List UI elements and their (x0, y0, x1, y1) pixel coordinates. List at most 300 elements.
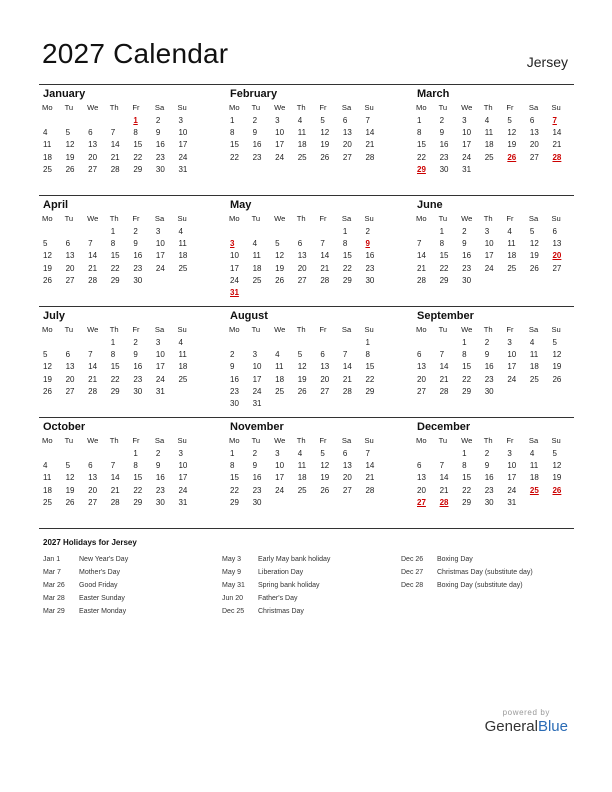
day-cell[interactable]: 27 (88, 497, 98, 507)
day-cell[interactable]: 13 (320, 362, 330, 372)
day-cell[interactable]: 9 (155, 128, 161, 138)
day-cell[interactable]: 4 (178, 338, 183, 347)
day-cell[interactable]: 17 (178, 473, 188, 483)
day-cell[interactable]: 9 (155, 461, 161, 471)
day-cell[interactable]: 20 (88, 485, 98, 495)
day-cell[interactable]: 11 (529, 461, 539, 471)
day-cell[interactable]: 17 (507, 473, 517, 483)
day-cell[interactable]: 15 (133, 473, 143, 483)
day-cell[interactable]: 29 (462, 497, 472, 507)
day-cell[interactable]: 24 (507, 485, 517, 495)
day-cell[interactable]: 16 (155, 473, 165, 483)
day-cell[interactable]: 6 (320, 350, 325, 360)
day-cell[interactable]: 5 (552, 338, 557, 347)
day-cell[interactable]: 14 (365, 461, 375, 471)
day-cell[interactable]: 5 (529, 227, 535, 236)
day-cell[interactable]: 8 (462, 350, 467, 360)
day-cell[interactable]: 3 (155, 338, 161, 347)
day-cell[interactable]: 27 (320, 386, 330, 396)
day-cell[interactable]: 1 (462, 338, 467, 347)
day-cell[interactable]: 13 (552, 239, 562, 249)
day-cell[interactable]: 8 (230, 128, 235, 138)
day-cell[interactable]: 28 (88, 386, 98, 396)
day-cell[interactable]: 6 (342, 449, 348, 458)
day-cell[interactable]: 3 (484, 227, 490, 236)
day-cell[interactable]: 23 (484, 374, 494, 384)
day-cell[interactable]: 11 (43, 473, 52, 483)
day-cell[interactable]: 28 (320, 275, 330, 285)
day-cell[interactable]: 2 (252, 116, 258, 125)
day-cell[interactable]: 21 (439, 374, 449, 384)
day-cell[interactable]: 3 (275, 449, 280, 458)
day-cell[interactable]: 12 (65, 473, 75, 483)
day-cell[interactable]: 9 (252, 128, 258, 138)
day-cell[interactable]: 7 (365, 449, 370, 458)
day-cell[interactable]: 4 (297, 449, 303, 458)
day-cell[interactable]: 5 (43, 239, 48, 249)
day-cell[interactable]: 10 (230, 251, 239, 261)
day-cell[interactable]: 2 (484, 338, 490, 347)
day-cell[interactable]: 20 (529, 140, 539, 150)
day-cell[interactable]: 8 (417, 128, 422, 138)
holiday-day-cell[interactable]: 7 (552, 116, 557, 125)
day-cell[interactable]: 13 (297, 251, 307, 261)
day-cell[interactable]: 10 (507, 461, 517, 471)
day-cell[interactable]: 28 (342, 386, 352, 396)
day-cell[interactable]: 8 (230, 461, 235, 471)
day-cell[interactable]: 2 (230, 350, 235, 360)
day-cell[interactable]: 18 (484, 140, 494, 150)
day-cell[interactable]: 16 (462, 251, 472, 261)
day-cell[interactable]: 23 (230, 386, 239, 396)
day-cell[interactable]: 4 (507, 227, 512, 236)
day-cell[interactable]: 26 (320, 152, 330, 162)
day-cell[interactable]: 25 (43, 497, 52, 507)
day-cell[interactable]: 7 (365, 116, 370, 125)
day-cell[interactable]: 10 (155, 350, 165, 360)
holiday-day-cell[interactable]: 27 (417, 497, 426, 507)
day-cell[interactable]: 31 (178, 497, 188, 507)
day-cell[interactable]: 13 (529, 128, 539, 138)
day-cell[interactable]: 27 (342, 485, 352, 495)
day-cell[interactable]: 4 (529, 338, 535, 347)
day-cell[interactable]: 9 (439, 128, 445, 138)
day-cell[interactable]: 16 (365, 251, 375, 261)
day-cell[interactable]: 26 (552, 374, 562, 384)
day-cell[interactable]: 25 (43, 164, 52, 174)
day-cell[interactable]: 6 (297, 239, 303, 249)
day-cell[interactable]: 27 (65, 386, 75, 396)
day-cell[interactable]: 1 (439, 227, 445, 236)
day-cell[interactable]: 26 (65, 164, 75, 174)
holiday-day-cell[interactable]: 25 (529, 485, 539, 495)
day-cell[interactable]: 13 (88, 140, 98, 150)
day-cell[interactable]: 29 (439, 275, 449, 285)
day-cell[interactable]: 3 (178, 449, 183, 458)
day-cell[interactable]: 12 (43, 362, 52, 372)
day-cell[interactable]: 29 (462, 386, 472, 396)
day-cell[interactable]: 28 (365, 485, 375, 495)
day-cell[interactable]: 18 (529, 362, 539, 372)
day-cell[interactable]: 2 (252, 449, 258, 458)
day-cell[interactable]: 3 (462, 116, 467, 125)
day-cell[interactable]: 24 (462, 152, 472, 162)
day-cell[interactable]: 16 (155, 140, 165, 150)
holiday-day-cell[interactable]: 26 (507, 152, 517, 162)
day-cell[interactable]: 8 (462, 461, 467, 471)
day-cell[interactable]: 26 (297, 386, 307, 396)
day-cell[interactable]: 13 (342, 461, 352, 471)
day-cell[interactable]: 11 (507, 239, 516, 249)
day-cell[interactable]: 17 (178, 140, 188, 150)
day-cell[interactable]: 23 (252, 152, 262, 162)
day-cell[interactable]: 24 (507, 374, 517, 384)
day-cell[interactable]: 18 (43, 152, 52, 162)
day-cell[interactable]: 7 (342, 350, 348, 360)
day-cell[interactable]: 29 (133, 164, 143, 174)
day-cell[interactable]: 1 (342, 227, 348, 236)
day-cell[interactable]: 20 (417, 374, 426, 384)
day-cell[interactable]: 21 (417, 263, 426, 273)
day-cell[interactable]: 1 (417, 116, 422, 125)
day-cell[interactable]: 17 (155, 362, 165, 372)
day-cell[interactable]: 14 (439, 473, 449, 483)
day-cell[interactable]: 6 (529, 116, 535, 125)
day-cell[interactable]: 14 (320, 251, 330, 261)
day-cell[interactable]: 5 (320, 116, 325, 125)
day-cell[interactable]: 20 (342, 140, 352, 150)
day-cell[interactable]: 30 (155, 164, 165, 174)
day-cell[interactable]: 15 (110, 251, 120, 261)
day-cell[interactable]: 26 (320, 485, 330, 495)
day-cell[interactable]: 12 (320, 461, 330, 471)
day-cell[interactable]: 13 (65, 362, 75, 372)
day-cell[interactable]: 26 (43, 386, 52, 396)
day-cell[interactable]: 24 (275, 152, 285, 162)
day-cell[interactable]: 17 (484, 251, 494, 261)
day-cell[interactable]: 30 (484, 497, 494, 507)
day-cell[interactable]: 21 (110, 152, 120, 162)
day-cell[interactable]: 2 (365, 227, 370, 236)
day-cell[interactable]: 14 (110, 140, 120, 150)
day-cell[interactable]: 28 (110, 164, 120, 174)
day-cell[interactable]: 30 (484, 386, 494, 396)
day-cell[interactable]: 20 (417, 485, 426, 495)
day-cell[interactable]: 17 (275, 473, 285, 483)
day-cell[interactable]: 22 (133, 152, 143, 162)
day-cell[interactable]: 21 (439, 485, 449, 495)
day-cell[interactable]: 9 (252, 461, 258, 471)
day-cell[interactable]: 13 (417, 473, 426, 483)
day-cell[interactable]: 23 (155, 485, 165, 495)
day-cell[interactable]: 14 (439, 362, 449, 372)
day-cell[interactable]: 18 (507, 251, 517, 261)
day-cell[interactable]: 3 (507, 449, 512, 458)
day-cell[interactable]: 22 (462, 485, 472, 495)
holiday-day-cell[interactable]: 9 (365, 239, 370, 249)
day-cell[interactable]: 16 (439, 140, 449, 150)
day-cell[interactable]: 29 (230, 497, 239, 507)
day-cell[interactable]: 13 (88, 473, 98, 483)
day-cell[interactable]: 4 (178, 227, 183, 236)
day-cell[interactable]: 4 (43, 461, 48, 471)
day-cell[interactable]: 16 (484, 362, 494, 372)
day-cell[interactable]: 17 (275, 140, 285, 150)
day-cell[interactable]: 8 (439, 239, 445, 249)
day-cell[interactable]: 17 (507, 362, 517, 372)
day-cell[interactable]: 11 (484, 128, 494, 138)
day-cell[interactable]: 17 (252, 374, 262, 384)
day-cell[interactable]: 11 (252, 251, 261, 261)
day-cell[interactable]: 2 (484, 449, 490, 458)
day-cell[interactable]: 5 (275, 239, 280, 249)
day-cell[interactable]: 9 (133, 239, 138, 249)
day-cell[interactable]: 12 (529, 239, 539, 249)
day-cell[interactable]: 8 (342, 239, 348, 249)
day-cell[interactable]: 7 (439, 461, 445, 471)
day-cell[interactable]: 27 (529, 152, 539, 162)
day-cell[interactable]: 23 (484, 485, 494, 495)
day-cell[interactable]: 20 (65, 374, 75, 384)
day-cell[interactable]: 10 (484, 239, 494, 249)
day-cell[interactable]: 1 (230, 116, 235, 125)
day-cell[interactable]: 10 (178, 461, 188, 471)
day-cell[interactable]: 20 (320, 374, 330, 384)
day-cell[interactable]: 2 (462, 227, 467, 236)
day-cell[interactable]: 22 (365, 374, 375, 384)
day-cell[interactable]: 30 (462, 275, 472, 285)
day-cell[interactable]: 1 (230, 449, 235, 458)
day-cell[interactable]: 14 (417, 251, 426, 261)
day-cell[interactable]: 6 (552, 227, 557, 236)
day-cell[interactable]: 25 (484, 152, 494, 162)
day-cell[interactable]: 8 (110, 239, 116, 249)
day-cell[interactable]: 23 (365, 263, 375, 273)
day-cell[interactable]: 6 (88, 461, 93, 471)
day-cell[interactable]: 2 (133, 227, 138, 236)
day-cell[interactable]: 10 (507, 350, 517, 360)
day-cell[interactable]: 1 (462, 449, 467, 458)
day-cell[interactable]: 19 (43, 374, 52, 384)
day-cell[interactable]: 15 (462, 473, 472, 483)
day-cell[interactable]: 28 (365, 152, 375, 162)
day-cell[interactable]: 7 (110, 461, 116, 471)
day-cell[interactable]: 10 (178, 128, 188, 138)
day-cell[interactable]: 21 (365, 473, 375, 483)
day-cell[interactable]: 19 (43, 263, 52, 273)
day-cell[interactable]: 14 (88, 251, 98, 261)
day-cell[interactable]: 18 (529, 473, 539, 483)
day-cell[interactable]: 15 (230, 473, 239, 483)
day-cell[interactable]: 23 (155, 152, 165, 162)
day-cell[interactable]: 23 (252, 485, 262, 495)
day-cell[interactable]: 24 (178, 485, 188, 495)
day-cell[interactable]: 14 (552, 128, 562, 138)
day-cell[interactable]: 12 (507, 128, 517, 138)
day-cell[interactable]: 3 (507, 338, 512, 347)
day-cell[interactable]: 9 (484, 461, 490, 471)
day-cell[interactable]: 23 (462, 263, 472, 273)
day-cell[interactable]: 11 (297, 461, 307, 471)
day-cell[interactable]: 18 (297, 473, 307, 483)
day-cell[interactable]: 2 (155, 449, 161, 458)
day-cell[interactable]: 9 (133, 350, 138, 360)
day-cell[interactable]: 21 (320, 263, 330, 273)
day-cell[interactable]: 10 (252, 362, 262, 372)
day-cell[interactable]: 1 (133, 449, 138, 458)
day-cell[interactable]: 5 (552, 449, 557, 458)
day-cell[interactable]: 12 (43, 251, 52, 261)
day-cell[interactable]: 28 (110, 497, 120, 507)
day-cell[interactable]: 26 (275, 275, 285, 285)
day-cell[interactable]: 24 (275, 485, 285, 495)
day-cell[interactable]: 13 (417, 362, 426, 372)
day-cell[interactable]: 7 (88, 239, 93, 249)
day-cell[interactable]: 15 (133, 140, 143, 150)
day-cell[interactable]: 22 (230, 485, 239, 495)
day-cell[interactable]: 3 (275, 116, 280, 125)
day-cell[interactable]: 17 (462, 140, 472, 150)
day-cell[interactable]: 30 (133, 275, 143, 285)
day-cell[interactable]: 27 (88, 164, 98, 174)
day-cell[interactable]: 24 (484, 263, 494, 273)
day-cell[interactable]: 14 (365, 128, 375, 138)
day-cell[interactable]: 30 (365, 275, 375, 285)
day-cell[interactable]: 30 (230, 398, 239, 408)
day-cell[interactable]: 23 (133, 263, 143, 273)
day-cell[interactable]: 7 (110, 128, 116, 138)
day-cell[interactable]: 25 (178, 263, 188, 273)
holiday-day-cell[interactable]: 1 (133, 116, 138, 125)
day-cell[interactable]: 22 (133, 485, 143, 495)
day-cell[interactable]: 18 (252, 263, 262, 273)
day-cell[interactable]: 18 (43, 485, 52, 495)
day-cell[interactable]: 8 (133, 461, 138, 471)
day-cell[interactable]: 29 (110, 275, 120, 285)
day-cell[interactable]: 21 (110, 485, 120, 495)
day-cell[interactable]: 31 (252, 398, 262, 408)
day-cell[interactable]: 26 (529, 263, 539, 273)
day-cell[interactable]: 15 (439, 251, 449, 261)
day-cell[interactable]: 5 (65, 461, 71, 471)
day-cell[interactable]: 10 (275, 461, 285, 471)
day-cell[interactable]: 27 (65, 275, 75, 285)
day-cell[interactable]: 12 (320, 128, 330, 138)
day-cell[interactable]: 22 (342, 263, 352, 273)
day-cell[interactable]: 3 (252, 350, 258, 360)
day-cell[interactable]: 12 (65, 140, 75, 150)
day-cell[interactable]: 23 (133, 374, 143, 384)
day-cell[interactable]: 22 (110, 374, 120, 384)
holiday-day-cell[interactable]: 29 (417, 164, 426, 174)
day-cell[interactable]: 21 (88, 374, 98, 384)
day-cell[interactable]: 9 (230, 362, 235, 372)
day-cell[interactable]: 28 (88, 275, 98, 285)
day-cell[interactable]: 19 (65, 152, 75, 162)
day-cell[interactable]: 31 (462, 164, 472, 174)
day-cell[interactable]: 19 (320, 473, 330, 483)
day-cell[interactable]: 8 (133, 128, 138, 138)
day-cell[interactable]: 19 (65, 485, 75, 495)
day-cell[interactable]: 15 (342, 251, 352, 261)
day-cell[interactable]: 28 (417, 275, 426, 285)
day-cell[interactable]: 25 (252, 275, 262, 285)
day-cell[interactable]: 29 (342, 275, 352, 285)
day-cell[interactable]: 27 (417, 386, 426, 396)
day-cell[interactable]: 10 (462, 128, 472, 138)
day-cell[interactable]: 31 (178, 164, 188, 174)
day-cell[interactable]: 14 (342, 362, 352, 372)
day-cell[interactable]: 18 (297, 140, 307, 150)
day-cell[interactable]: 25 (178, 374, 188, 384)
day-cell[interactable]: 20 (88, 152, 98, 162)
day-cell[interactable]: 11 (297, 128, 307, 138)
day-cell[interactable]: 16 (133, 251, 143, 261)
holiday-day-cell[interactable]: 20 (552, 251, 562, 261)
day-cell[interactable]: 7 (439, 350, 445, 360)
day-cell[interactable]: 12 (552, 350, 562, 360)
day-cell[interactable]: 7 (88, 350, 93, 360)
day-cell[interactable]: 8 (110, 350, 116, 360)
day-cell[interactable]: 17 (230, 263, 239, 273)
day-cell[interactable]: 16 (133, 362, 143, 372)
day-cell[interactable]: 10 (155, 239, 165, 249)
day-cell[interactable]: 15 (462, 362, 472, 372)
day-cell[interactable]: 25 (297, 152, 307, 162)
day-cell[interactable]: 4 (252, 239, 258, 249)
day-cell[interactable]: 12 (275, 251, 285, 261)
day-cell[interactable]: 4 (297, 116, 303, 125)
day-cell[interactable]: 8 (365, 350, 370, 360)
day-cell[interactable]: 22 (417, 152, 426, 162)
day-cell[interactable]: 16 (252, 473, 262, 483)
day-cell[interactable]: 27 (297, 275, 307, 285)
day-cell[interactable]: 20 (65, 263, 75, 273)
day-cell[interactable]: 31 (507, 497, 517, 507)
day-cell[interactable]: 2 (155, 116, 161, 125)
day-cell[interactable]: 29 (365, 386, 375, 396)
day-cell[interactable]: 4 (43, 128, 48, 138)
day-cell[interactable]: 15 (230, 140, 239, 150)
day-cell[interactable]: 2 (133, 338, 138, 347)
day-cell[interactable]: 19 (275, 263, 285, 273)
day-cell[interactable]: 16 (252, 140, 262, 150)
day-cell[interactable]: 23 (439, 152, 449, 162)
day-cell[interactable]: 26 (43, 275, 52, 285)
day-cell[interactable]: 30 (155, 497, 165, 507)
day-cell[interactable]: 2 (439, 116, 445, 125)
holiday-day-cell[interactable]: 26 (552, 485, 562, 495)
day-cell[interactable]: 24 (155, 374, 165, 384)
day-cell[interactable]: 9 (462, 239, 467, 249)
day-cell[interactable]: 5 (320, 449, 325, 458)
day-cell[interactable]: 24 (230, 275, 239, 285)
day-cell[interactable]: 20 (297, 263, 307, 273)
day-cell[interactable]: 30 (439, 164, 449, 174)
day-cell[interactable]: 26 (65, 497, 75, 507)
day-cell[interactable]: 29 (110, 386, 120, 396)
day-cell[interactable]: 14 (110, 473, 120, 483)
day-cell[interactable]: 9 (484, 350, 490, 360)
day-cell[interactable]: 15 (110, 362, 120, 372)
day-cell[interactable]: 25 (275, 386, 285, 396)
day-cell[interactable]: 12 (552, 461, 562, 471)
day-cell[interactable]: 24 (252, 386, 262, 396)
day-cell[interactable]: 6 (417, 350, 422, 360)
day-cell[interactable]: 31 (155, 386, 165, 396)
day-cell[interactable]: 22 (462, 374, 472, 384)
day-cell[interactable]: 21 (342, 374, 352, 384)
